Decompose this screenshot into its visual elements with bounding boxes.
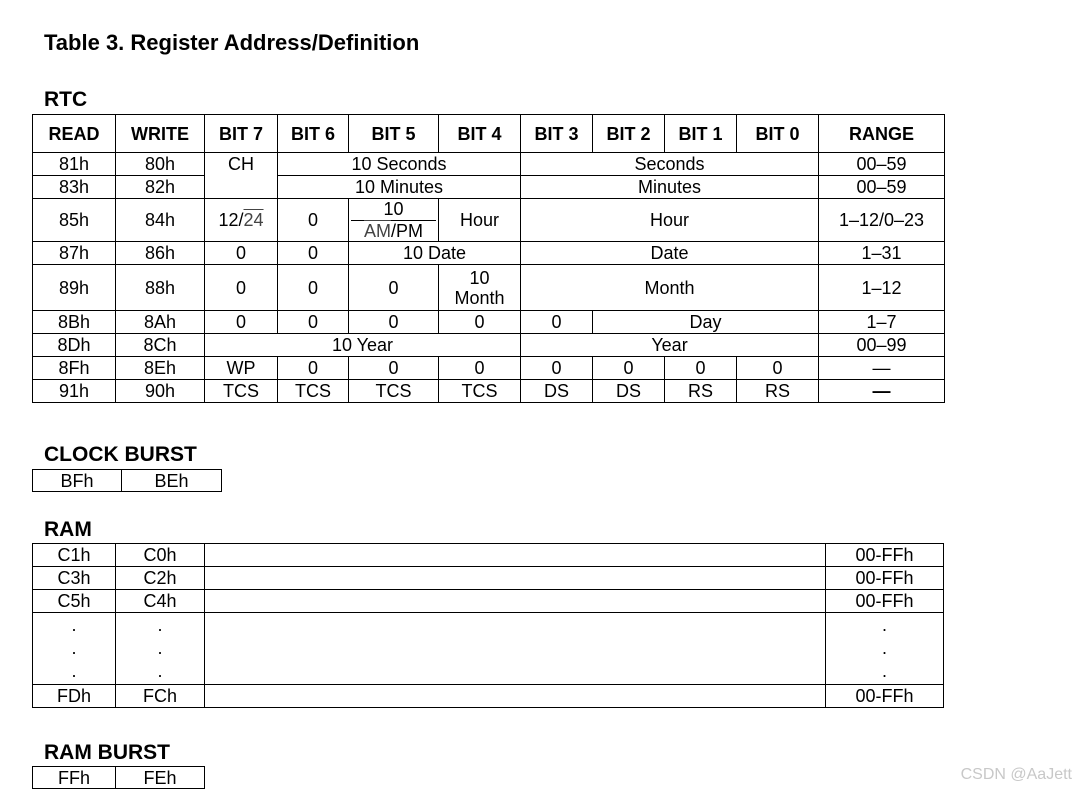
read-address: C3h — [33, 567, 116, 590]
data-cell — [205, 590, 826, 613]
write-address: 88h — [116, 265, 205, 311]
bit4-cell — [439, 265, 521, 311]
range-cell: 00-FFh — [826, 567, 944, 590]
write-address-ellipsis: . . . — [116, 613, 205, 685]
header-read: READ — [33, 115, 116, 153]
range-ellipsis: . . . — [826, 613, 944, 685]
year-cell: Year — [521, 334, 819, 357]
table-row — [33, 590, 944, 613]
header-bit7: BIT 7 — [205, 115, 278, 153]
read-address: C1h — [33, 544, 116, 567]
bit2-cell: 0 — [593, 357, 665, 380]
table-row — [33, 767, 205, 789]
am-label: $\overline{AM}$ — [363, 221, 391, 241]
header-bit3: BIT 3 — [521, 115, 593, 153]
month-cell: Month — [521, 265, 819, 311]
bit2-cell: DS — [593, 380, 665, 403]
header-bit1: BIT 1 — [665, 115, 737, 153]
range-cell: 00–99 — [819, 334, 945, 357]
bit7-cell: 0 — [205, 311, 278, 334]
table-row — [33, 380, 945, 403]
header-bit6: BIT 6 — [278, 115, 349, 153]
bit7-cell: CH — [205, 153, 278, 176]
table-row — [33, 567, 944, 590]
rtc-register-table — [32, 114, 945, 403]
bit6-cell: 0 — [278, 242, 349, 265]
range-cell: 1–7 — [819, 311, 945, 334]
bit4-cell: TCS — [439, 380, 521, 403]
write-address: C4h — [116, 590, 205, 613]
hour-cell: Hour — [521, 199, 819, 242]
bit6-cell: 0 — [278, 357, 349, 380]
write-address: FEh — [116, 767, 205, 789]
table-row — [33, 470, 222, 492]
ram-heading: RAM — [44, 518, 92, 541]
day-cell: Day — [593, 311, 819, 334]
read-address: 8Fh — [33, 357, 116, 380]
header-range: RANGE — [819, 115, 945, 153]
seconds-cell: Seconds — [521, 153, 819, 176]
read-address: 85h — [33, 199, 116, 242]
table-row — [33, 685, 944, 708]
mode-24-label: 24 — [243, 210, 264, 230]
bit3-cell: 0 — [521, 357, 593, 380]
bit5-cell — [349, 199, 439, 242]
date-cell: Date — [521, 242, 819, 265]
ram-table — [32, 543, 944, 708]
range-cell: 00–59 — [819, 176, 945, 199]
clock-burst-table — [32, 469, 222, 492]
header-bit2: BIT 2 — [593, 115, 665, 153]
bit7-cell — [205, 199, 278, 242]
write-address: 8Ch — [116, 334, 205, 357]
bit7-cell — [205, 176, 278, 199]
mode-12-label: 12/ — [218, 210, 244, 230]
read-address: 83h — [33, 176, 116, 199]
read-address: BFh — [33, 470, 122, 492]
write-address: 8Eh — [116, 357, 205, 380]
ten-year-cell: 10 Year — [205, 334, 521, 357]
range-cell: 00-FFh — [826, 685, 944, 708]
range-cell: — — [819, 380, 945, 403]
table-row — [33, 613, 944, 685]
bit3-cell: DS — [521, 380, 593, 403]
header-write: WRITE — [116, 115, 205, 153]
data-cell — [205, 613, 826, 685]
bit7-cell: 0 — [205, 265, 278, 311]
bit6-cell: 0 — [278, 265, 349, 311]
bit3-cell: 0 — [521, 311, 593, 334]
range-cell: 1–31 — [819, 242, 945, 265]
read-address: FDh — [33, 685, 116, 708]
write-address: BEh — [122, 470, 222, 492]
write-address: 8Ah — [116, 311, 205, 334]
table-row — [33, 242, 945, 265]
bit6-cell: TCS — [278, 380, 349, 403]
ten-minutes-cell: 10 Minutes — [278, 176, 521, 199]
bit0-cell: RS — [737, 380, 819, 403]
table-row — [33, 176, 945, 199]
ram-burst-table — [32, 766, 205, 789]
range-cell: 00–59 — [819, 153, 945, 176]
read-address: 81h — [33, 153, 116, 176]
range-cell: 1–12/0–23 — [819, 199, 945, 242]
bit7-cell: 0 — [205, 242, 278, 265]
month-label: Month — [454, 287, 505, 308]
range-cell: 1–12 — [819, 265, 945, 311]
bit0-cell: 0 — [737, 357, 819, 380]
table-row — [33, 199, 945, 242]
bit5-cell: TCS — [349, 380, 439, 403]
header-bit0: BIT 0 — [737, 115, 819, 153]
minutes-cell: Minutes — [521, 176, 819, 199]
watermark: CSDN @AaJett — [960, 766, 1072, 783]
read-address: C5h — [33, 590, 116, 613]
write-address: C0h — [116, 544, 205, 567]
table-row — [33, 334, 945, 357]
write-address: C2h — [116, 567, 205, 590]
read-address: 91h — [33, 380, 116, 403]
write-address: 90h — [116, 380, 205, 403]
table-row — [33, 544, 944, 567]
bit4-cell: 0 — [439, 311, 521, 334]
bit6-cell: 0 — [278, 311, 349, 334]
read-address: 8Bh — [33, 311, 116, 334]
bit5-cell: 0 — [349, 311, 439, 334]
write-address: FCh — [116, 685, 205, 708]
rtc-header-row — [33, 115, 945, 153]
range-cell: 00-FFh — [826, 544, 944, 567]
bit1-cell: 0 — [665, 357, 737, 380]
pm-label: /PM — [390, 221, 423, 241]
write-address: 86h — [116, 242, 205, 265]
bit5-cell: 0 — [349, 265, 439, 311]
ten-date-cell: 10 Date — [349, 242, 521, 265]
bit4-cell: Hour — [439, 199, 521, 242]
write-address: 80h — [116, 153, 205, 176]
range-cell: 00-FFh — [826, 590, 944, 613]
ten-label: 10 — [351, 199, 436, 221]
table-row — [33, 311, 945, 334]
ram-burst-heading: RAM BURST — [44, 741, 170, 764]
write-address: 84h — [116, 199, 205, 242]
bit4-cell: 0 — [439, 357, 521, 380]
ten-label: 10 — [469, 267, 490, 288]
read-address: 89h — [33, 265, 116, 311]
read-address-ellipsis: . . . — [33, 613, 116, 685]
table-row — [33, 357, 945, 380]
data-cell — [205, 567, 826, 590]
clock-burst-heading: CLOCK BURST — [44, 443, 197, 466]
table-row — [33, 153, 945, 176]
read-address: 87h — [33, 242, 116, 265]
ten-seconds-cell: 10 Seconds — [278, 153, 521, 176]
header-bit4: BIT 4 — [439, 115, 521, 153]
bit7-cell: WP — [205, 357, 278, 380]
table-title: Table 3. Register Address/Definition — [44, 30, 420, 55]
bit6-cell: 0 — [278, 199, 349, 242]
bit7-cell: TCS — [205, 380, 278, 403]
table-row — [33, 265, 945, 311]
range-cell: — — [819, 357, 945, 380]
read-address: FFh — [33, 767, 116, 789]
read-address: 8Dh — [33, 334, 116, 357]
bit1-cell: RS — [665, 380, 737, 403]
bit5-cell: 0 — [349, 357, 439, 380]
write-address: 82h — [116, 176, 205, 199]
data-cell — [205, 685, 826, 708]
rtc-heading: RTC — [44, 88, 88, 111]
header-bit5: BIT 5 — [349, 115, 439, 153]
data-cell — [205, 544, 826, 567]
